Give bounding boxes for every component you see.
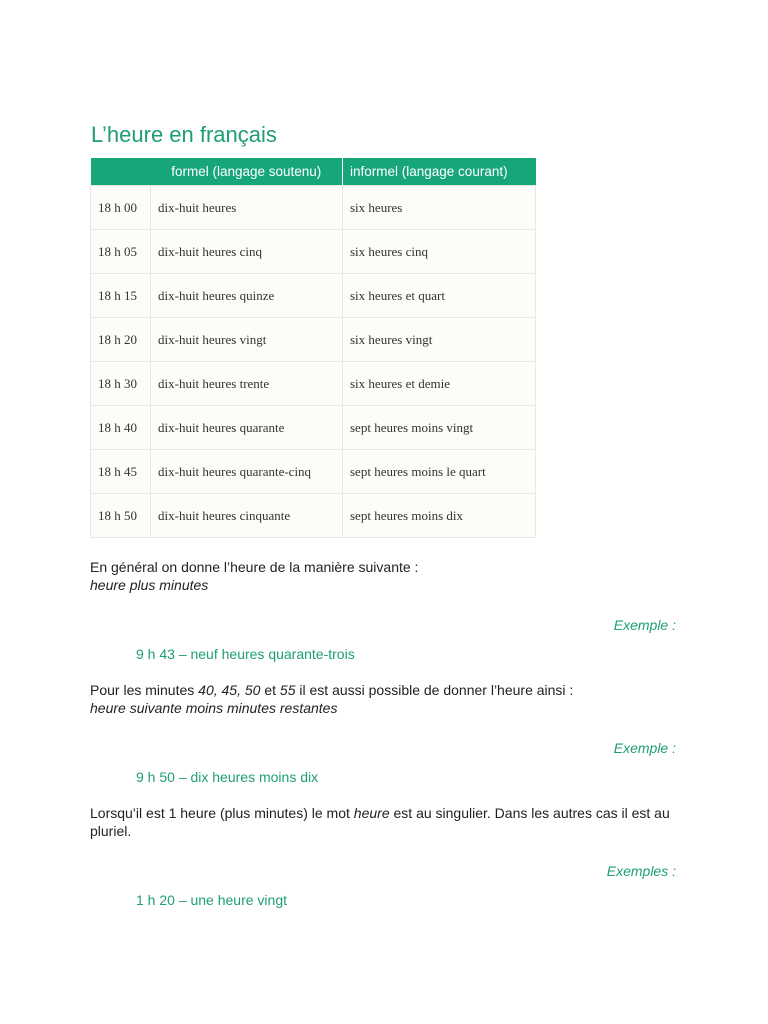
paragraph-singular <box>90 804 680 840</box>
formal-cell: dix-huit heures cinq <box>151 230 343 274</box>
paragraph-minutes-text-before: Pour les minutes <box>90 682 199 698</box>
time-cell: 18 h 50 <box>91 494 151 538</box>
table-header-row <box>91 158 536 186</box>
formal-cell: dix-huit heures quarante-cinq <box>151 450 343 494</box>
formal-cell: dix-huit heures vingt <box>151 318 343 362</box>
informal-cell: six heures et demie <box>343 362 536 406</box>
informal-cell: six heures <box>343 186 536 230</box>
time-table <box>90 158 536 538</box>
time-cell: 18 h 05 <box>91 230 151 274</box>
table-row <box>91 494 536 538</box>
informal-cell: sept heures moins le quart <box>343 450 536 494</box>
column-header-informal: informel (langage courant) <box>343 158 536 186</box>
paragraph-minutes-and: et <box>260 682 280 698</box>
minutes-last: 55 <box>279 682 296 698</box>
formal-cell: dix-huit heures <box>151 186 343 230</box>
column-header-formal: formel (langage soutenu) <box>151 158 343 186</box>
example-2: 9 h 50 – dix heures moins dix <box>136 769 319 785</box>
informal-cell: six heures vingt <box>343 318 536 362</box>
table-row <box>91 362 536 406</box>
formula-heure-suivante: heure suivante moins minutes restantes <box>90 700 338 716</box>
formal-cell: dix-huit heures trente <box>151 362 343 406</box>
informal-cell: six heures et quart <box>343 274 536 318</box>
table-row <box>91 450 536 494</box>
minutes-list: 40, 45, 50 <box>198 682 261 698</box>
example-1: 9 h 43 – neuf heures quarante-trois <box>136 646 355 662</box>
formal-cell: dix-huit heures cinquante <box>151 494 343 538</box>
time-cell: 18 h 30 <box>91 362 151 406</box>
paragraph-minutes-text-after: il est aussi possible de donner l’heure ainsi : <box>295 682 574 698</box>
table-row <box>91 186 536 230</box>
formula-heure-plus-minutes: heure plus minutes <box>90 577 209 593</box>
example-label-3: Exemples : <box>606 863 676 879</box>
time-cell: 18 h 45 <box>91 450 151 494</box>
table-row <box>91 406 536 450</box>
time-cell: 18 h 00 <box>91 186 151 230</box>
table-row <box>91 274 536 318</box>
word-heure: heure <box>353 805 390 821</box>
paragraph-singular-text-before: Lorsqu’il est 1 heure (plus minutes) le mot <box>90 805 354 821</box>
paragraph-singular-text-after: est au singulier. Dans les autres cas il est au pluriel. <box>90 805 670 839</box>
table-row <box>91 230 536 274</box>
time-cell: 18 h 20 <box>91 318 151 362</box>
paragraph-general <box>90 558 690 594</box>
time-cell: 18 h 40 <box>91 406 151 450</box>
paragraph-general-text: En général on donne l’heure de la manière suivante : <box>90 559 419 575</box>
time-cell: 18 h 15 <box>91 274 151 318</box>
informal-cell: six heures cinq <box>343 230 536 274</box>
formal-cell: dix-huit heures quarante <box>151 406 343 450</box>
column-header-time <box>91 158 151 186</box>
example-label-2: Exemple : <box>613 740 676 756</box>
example-label-1: Exemple : <box>613 617 676 633</box>
informal-cell: sept heures moins dix <box>343 494 536 538</box>
table-row <box>91 318 536 362</box>
example-3: 1 h 20 – une heure vingt <box>136 892 288 908</box>
paragraph-minutes <box>90 681 690 717</box>
page-title: L’heure en français <box>91 122 277 147</box>
informal-cell: sept heures moins vingt <box>343 406 536 450</box>
formal-cell: dix-huit heures quinze <box>151 274 343 318</box>
